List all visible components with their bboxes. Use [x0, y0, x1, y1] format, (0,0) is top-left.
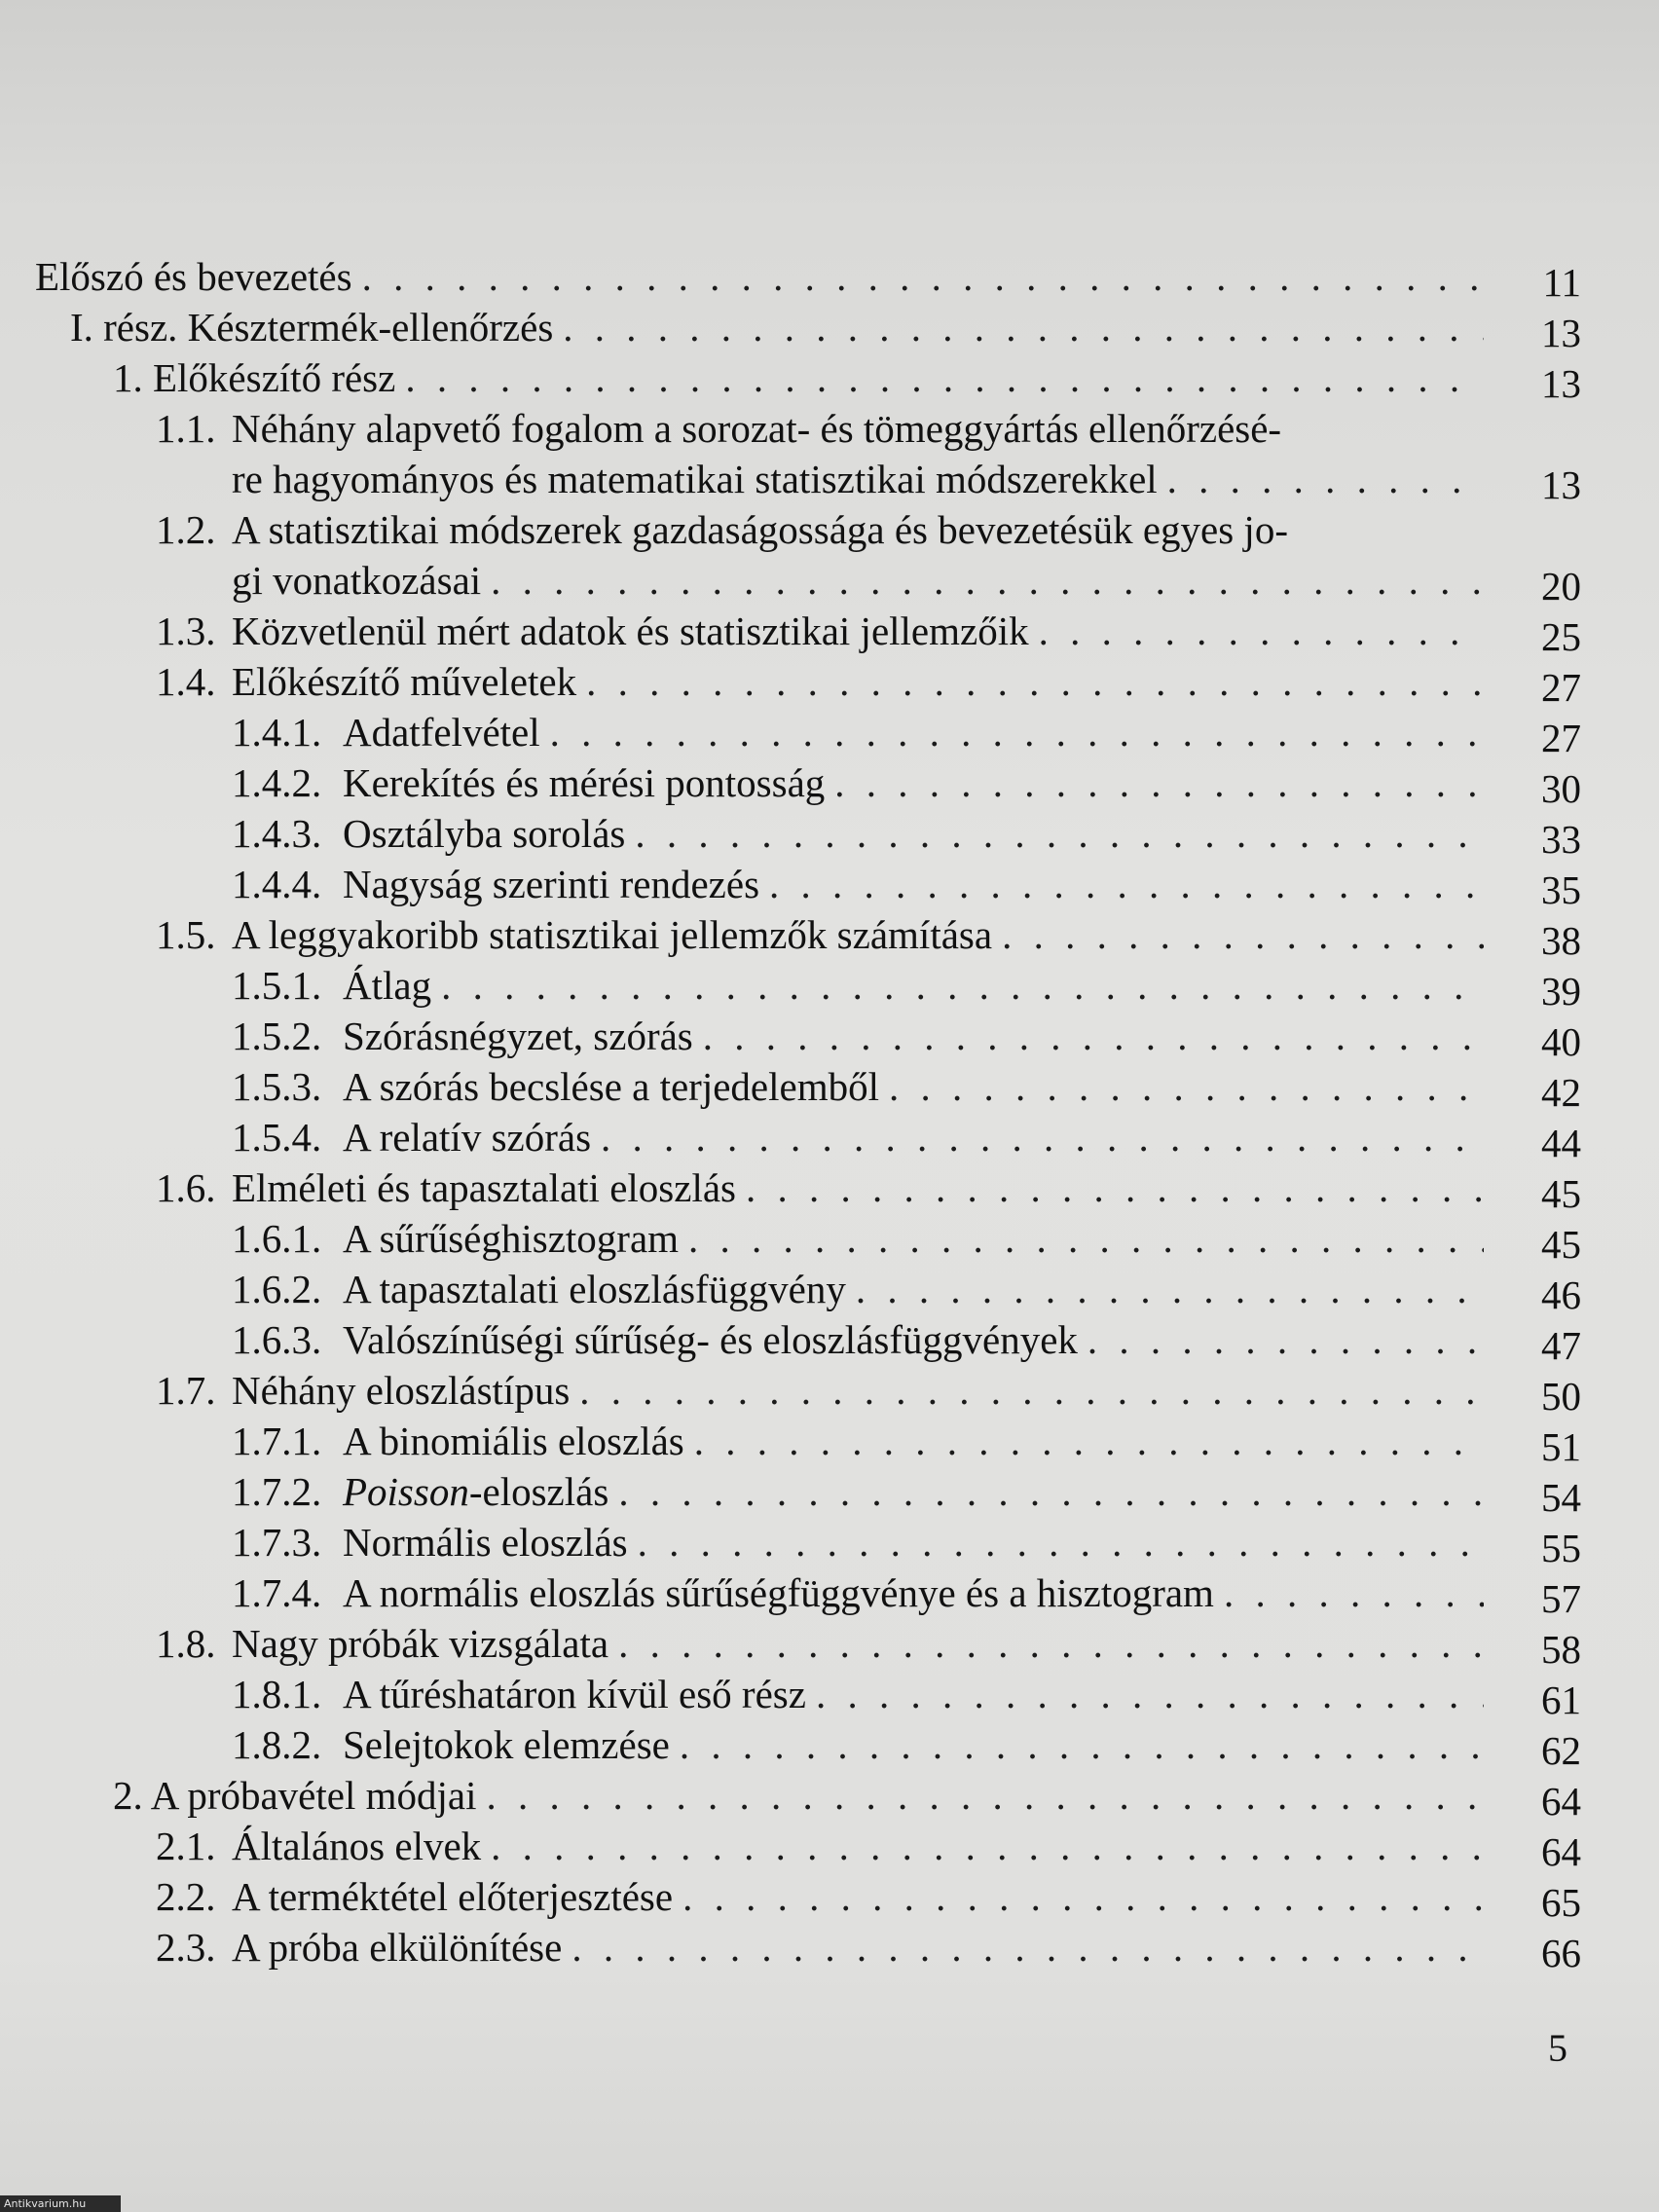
- toc-page-number: 38: [1541, 918, 1581, 963]
- toc-page-number: 27: [1541, 665, 1581, 710]
- toc-entry-label-cont: gi vonatkozásai: [232, 558, 482, 603]
- toc-entry[interactable]: [0, 757, 1659, 811]
- toc-entry-label: Normális eloszlás: [343, 1520, 628, 1565]
- toc-entry-number: 1.5.1.: [232, 963, 322, 1008]
- toc-entry[interactable]: [0, 1112, 1659, 1165]
- leader-dots: [688, 1213, 1484, 1264]
- toc-page-number: 11: [1542, 260, 1581, 305]
- toc-entry-label: A szórás becslése a terjedelemből: [343, 1064, 879, 1109]
- toc-entry[interactable]: [0, 1061, 1659, 1115]
- toc-entry-label: A próba elkülönítése: [232, 1925, 563, 1970]
- leader-dots: [1167, 454, 1484, 504]
- toc-entry[interactable]: [0, 1567, 1659, 1621]
- leader-dots: [889, 1061, 1484, 1112]
- toc-entry-label: Valószínűségi sűrűség- és eloszlásfüggvények: [343, 1317, 1078, 1362]
- toc-entry-number: 1.5.4.: [232, 1115, 322, 1160]
- leader-dots: [550, 707, 1484, 757]
- toc-entry-number: 1.6.3.: [232, 1317, 322, 1362]
- toc-entry-number: 1.6.1.: [232, 1216, 322, 1261]
- toc-entry[interactable]: [0, 1618, 1659, 1672]
- leader-dots: [680, 1719, 1484, 1770]
- leader-dots: [694, 1416, 1484, 1466]
- toc-entry[interactable]: [0, 1871, 1659, 1925]
- leader-dots: [486, 1770, 1484, 1821]
- toc-entry-label: A leggyakoribb statisztikai jellemzők számítása: [232, 912, 993, 957]
- leader-dots: [1039, 606, 1484, 656]
- toc-page-number: 51: [1541, 1424, 1581, 1469]
- toc-entry[interactable]: [0, 1821, 1659, 1874]
- toc-entry-number: 1.4.3.: [232, 811, 322, 856]
- toc-page-number: 61: [1541, 1677, 1581, 1722]
- leader-dots: [635, 808, 1484, 859]
- toc-entry-label: I. rész. Késztermék-ellenőrzés: [70, 305, 554, 350]
- toc-entry[interactable]: [0, 1922, 1659, 1975]
- toc-entry-label: Adatfelvétel: [343, 710, 540, 755]
- toc-entry-label-italic: Poisson: [343, 1469, 469, 1514]
- toc-page-number: 62: [1541, 1728, 1581, 1773]
- toc-entry-number: 1.7.4.: [232, 1570, 322, 1615]
- toc-entry-label: A normális eloszlás sűrűségfüggvénye és a hisztogram: [343, 1570, 1214, 1615]
- toc-entry-label: Selejtokok elemzése: [343, 1722, 670, 1767]
- leader-dots: [746, 1162, 1484, 1213]
- toc-entry-number: 1.5.: [156, 912, 216, 957]
- toc-entry-label: Nagy próbák vizsgálata: [232, 1621, 609, 1666]
- toc-entry-label: Átlag: [343, 963, 432, 1008]
- toc-page-number: 33: [1541, 817, 1581, 862]
- toc-entry-number: 1.4.2.: [232, 760, 322, 805]
- toc-entry-number: 2.1.: [156, 1824, 216, 1868]
- toc-entry[interactable]: [0, 251, 1659, 305]
- toc-page-number: 57: [1541, 1576, 1581, 1621]
- toc-entry-label: [343, 1466, 618, 1517]
- leader-dots: [563, 302, 1484, 352]
- toc-entry[interactable]: [0, 707, 1659, 760]
- toc-entry-label: Közvetlenül mért adatok és statisztikai jellemzőik: [232, 608, 1029, 653]
- toc-page-number: 47: [1541, 1323, 1581, 1368]
- leader-dots: [491, 1821, 1484, 1871]
- toc-entry-label: Nagyság szerinti rendezés: [343, 862, 760, 906]
- toc-entry-number: 1.4.1.: [232, 710, 322, 755]
- toc-entry[interactable]: [0, 1416, 1659, 1469]
- toc-entry-number: 1.4.: [156, 659, 216, 704]
- leader-dots: [1088, 1314, 1484, 1365]
- toc-entry-continuation[interactable]: [0, 454, 1659, 507]
- toc-page-number: 45: [1541, 1171, 1581, 1216]
- toc-entry[interactable]: [0, 1213, 1659, 1267]
- toc-entry-label: A terméktétel előterjesztése: [232, 1874, 674, 1919]
- toc-entry-label: Szórásnégyzet, szórás: [343, 1014, 693, 1058]
- toc-entry-label: Elméleti és tapasztalati eloszlás: [232, 1165, 736, 1210]
- toc-page-number: 40: [1541, 1019, 1581, 1064]
- toc-page-number: 46: [1541, 1272, 1581, 1317]
- leader-dots: [601, 1112, 1484, 1162]
- toc-entry-number: 1.7.: [156, 1368, 216, 1413]
- toc-entry[interactable]: [0, 504, 1659, 555]
- toc-entry-label: Előkészítő műveletek: [232, 659, 577, 704]
- leader-dots: [856, 1264, 1484, 1314]
- toc-page-number: 39: [1541, 969, 1581, 1014]
- toc-entry[interactable]: [0, 1264, 1659, 1317]
- toc-entry-number: 1.6.2.: [232, 1267, 322, 1311]
- toc-entry[interactable]: [0, 1466, 1659, 1520]
- leader-dots: [362, 251, 1484, 302]
- toc-page-number: 27: [1541, 716, 1581, 760]
- toc-entry-label: 1. Előkészítő rész: [113, 355, 396, 400]
- toc-entry[interactable]: [0, 403, 1659, 454]
- toc-entry-label: A tapasztalati eloszlásfüggvény: [343, 1267, 846, 1311]
- toc-page-number: 65: [1541, 1880, 1581, 1925]
- toc-entry[interactable]: [0, 859, 1659, 912]
- toc-page-number: 64: [1541, 1829, 1581, 1874]
- toc-entry-number: 1.3.: [156, 608, 216, 653]
- toc-entry[interactable]: [0, 1770, 1659, 1824]
- leader-dots: [618, 1618, 1484, 1669]
- toc-entry-number: 1.8.: [156, 1621, 216, 1666]
- toc-entry[interactable]: [0, 1365, 1659, 1419]
- toc-entry[interactable]: [0, 960, 1659, 1014]
- toc-entry[interactable]: [0, 656, 1659, 710]
- toc-entry-number: 1.6.: [156, 1165, 216, 1210]
- leader-dots: [703, 1011, 1484, 1061]
- toc-entry-label: A tűréshatáron kívül eső rész: [343, 1672, 806, 1716]
- leader-dots: [441, 960, 1484, 1011]
- toc-page-number: 13: [1541, 361, 1581, 406]
- toc-page-number: 42: [1541, 1070, 1581, 1115]
- leader-dots: [579, 1365, 1484, 1416]
- leader-dots: [834, 757, 1484, 808]
- watermark: Antikvarium.hu: [0, 2195, 121, 2212]
- toc-entry-label: Néhány alapvető fogalom a sorozat- és tömeggyártás ellenőrzésé-: [232, 406, 1282, 451]
- toc-page-number: 25: [1541, 614, 1581, 659]
- toc-page-number: 50: [1541, 1374, 1581, 1419]
- toc-entry[interactable]: [0, 909, 1659, 963]
- page-number: 5: [1548, 2026, 1567, 2070]
- leader-dots: [405, 352, 1484, 403]
- toc-entry-number: 2.2.: [156, 1874, 216, 1919]
- toc-entry-label: A relatív szórás: [343, 1115, 592, 1160]
- toc-entry[interactable]: [0, 1162, 1659, 1216]
- toc-entry-label: Néhány eloszlástípus: [232, 1368, 571, 1413]
- toc-page-number: 13: [1541, 462, 1581, 507]
- toc-entry-label: 2. A próbavétel módjai: [113, 1773, 477, 1818]
- toc-entry[interactable]: [0, 1719, 1659, 1773]
- toc-entry-label-cont: re hagyományos és matematikai statisztikai módszerekkel: [232, 457, 1158, 501]
- toc-entry-number: 1.7.1.: [232, 1419, 322, 1463]
- toc-page-number: 64: [1541, 1779, 1581, 1824]
- toc-entry-label: Általános elvek: [232, 1824, 482, 1868]
- toc-entry-label: Előszó és bevezetés: [35, 254, 352, 299]
- toc-entry-number: 1.7.3.: [232, 1520, 322, 1565]
- toc-entry[interactable]: [0, 606, 1659, 659]
- toc-page-number: 30: [1541, 766, 1581, 811]
- toc-page-number: 66: [1541, 1931, 1581, 1975]
- toc-page-number: 20: [1541, 564, 1581, 608]
- toc-entry-label-rest: -eloszlás: [468, 1469, 609, 1514]
- toc-entry[interactable]: [0, 1314, 1659, 1368]
- toc-entry[interactable]: [0, 302, 1659, 355]
- toc-entry-label: A statisztikai módszerek gazdaságossága és bevezetésük egyes jo-: [232, 507, 1288, 552]
- toc-entry-label: Osztályba sorolás: [343, 811, 626, 856]
- leader-dots: [618, 1466, 1484, 1517]
- toc-entry-number: 1.7.2.: [232, 1469, 322, 1514]
- leader-dots: [491, 555, 1484, 606]
- toc-entry-number: 1.1.: [156, 406, 216, 451]
- toc-entry-number: 1.2.: [156, 507, 216, 552]
- toc-entry[interactable]: [0, 1011, 1659, 1064]
- toc-entry-number: 1.4.4.: [232, 862, 322, 906]
- leader-dots: [816, 1669, 1484, 1719]
- toc-entry-number: 1.5.2.: [232, 1014, 322, 1058]
- leader-dots: [769, 859, 1484, 909]
- toc-page-number: 35: [1541, 867, 1581, 912]
- toc-page-number: 44: [1541, 1121, 1581, 1165]
- toc-entry-label: Kerekítés és mérési pontosság: [343, 760, 826, 805]
- toc-page-number: 58: [1541, 1627, 1581, 1672]
- leader-dots: [682, 1871, 1484, 1922]
- toc-entry-continuation[interactable]: [0, 555, 1659, 606]
- toc-entry-number: 2.3.: [156, 1925, 216, 1970]
- leader-dots: [586, 656, 1484, 707]
- toc-page-number: 13: [1541, 311, 1581, 355]
- toc-entry[interactable]: [0, 352, 1659, 406]
- toc-entry-number: 1.5.3.: [232, 1064, 322, 1109]
- leader-dots: [638, 1517, 1484, 1567]
- leader-dots: [1002, 909, 1484, 960]
- leader-dots: [1224, 1567, 1484, 1618]
- toc-entry[interactable]: [0, 808, 1659, 862]
- toc-page-number: 55: [1541, 1526, 1581, 1570]
- toc-entry-number: 1.8.2.: [232, 1722, 322, 1767]
- toc-entry-label: A binomiális eloszlás: [343, 1419, 684, 1463]
- leader-dots: [571, 1922, 1484, 1972]
- toc-entry[interactable]: [0, 1517, 1659, 1570]
- toc-page-number: 45: [1541, 1222, 1581, 1267]
- toc-page-number: 54: [1541, 1475, 1581, 1520]
- toc-entry-number: 1.8.1.: [232, 1672, 322, 1716]
- toc-entry-label: A sűrűséghisztogram: [343, 1216, 680, 1261]
- toc-entry[interactable]: [0, 1669, 1659, 1722]
